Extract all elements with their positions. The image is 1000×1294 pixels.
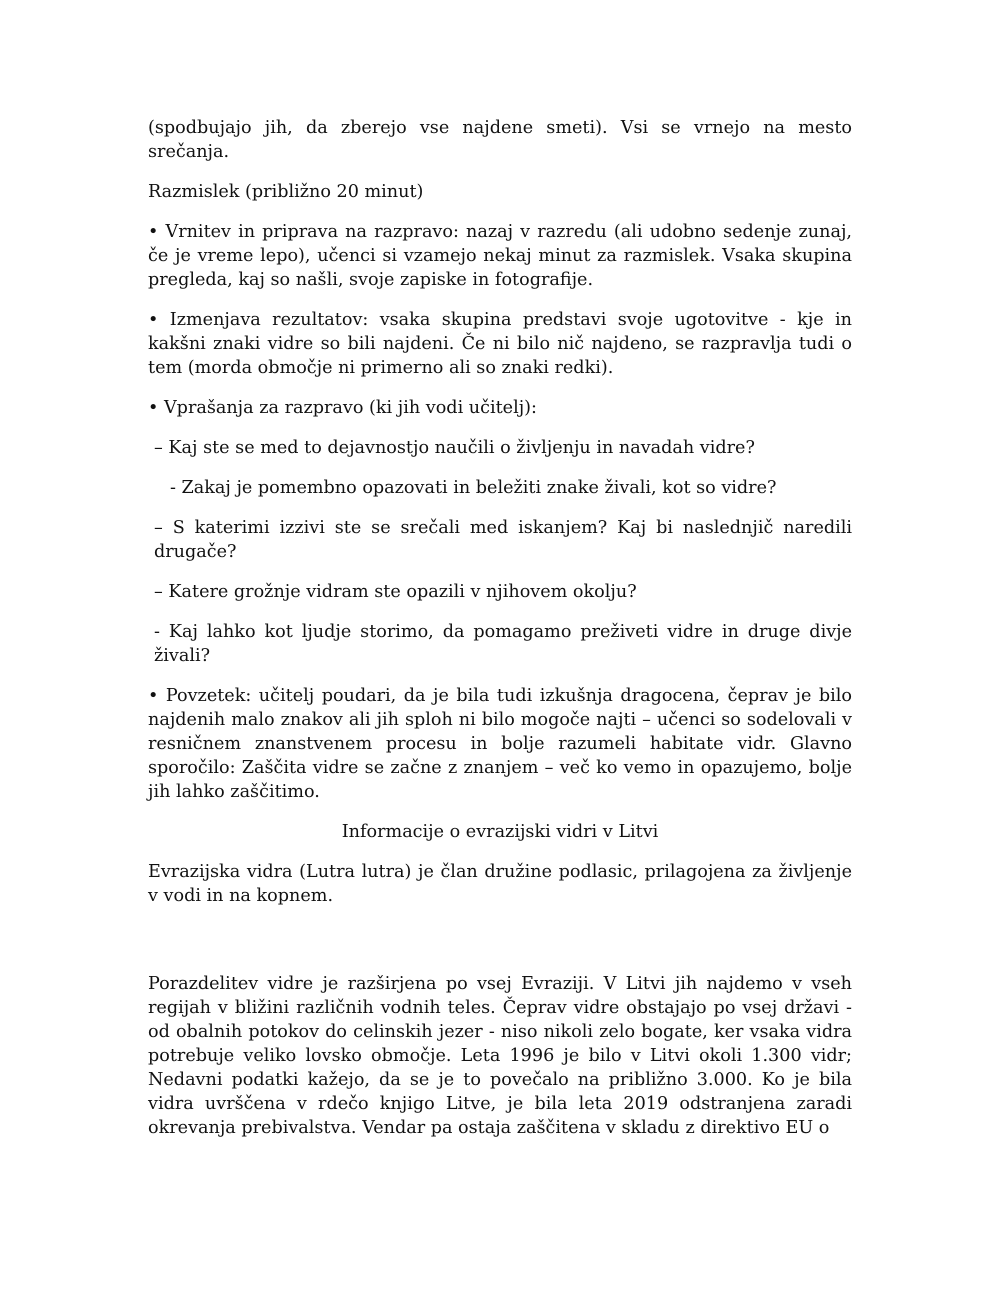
document-page <box>148 116 852 1156</box>
bullet-summary-paragraph: • Povzetek: učitelj poudari, da je bila tudi izkušnja dragocena, čeprav je bilo najdenih malo znakov ali jih sploh ni bilo mogoče najti – učenci so sodelovali v resničnem znanstvenem procesu in bolje razumeli habitate vidr. Glavno sporočilo: Zaščita vidre se začne z znanjem – več ko vemo in opazujemo, bolje jih lahko zaščitimo. <box>148 686 852 802</box>
bullet-return-paragraph: • Vrnitev in priprava na razpravo: nazaj v razredu (ali udobno sedenje zunaj, če je vreme lepo), učenci si vzamejo nekaj minut za razmislek. Vsaka skupina pregleda, kaj so našli, svoje zapiske in fotografije. <box>148 222 852 290</box>
discussion-question-3: – S katerimi izzivi ste se srečali med iskanjem? Kaj bi naslednjič naredili drugače? <box>154 518 852 562</box>
distribution-paragraph: Porazdelitev vidre je razširjena po vsej Evraziji. V Litvi jih najdemo v vseh regijah v bližini različnih vodnih teles. Čeprav vidre obstajajo po vsej državi - od obalnih potokov do celinskih jezer - niso nikoli zelo bogate, ker vsaka vidra potrebuje veliko lovsko območje. Leta 1996 je bilo v Litvi okoli 1.300 vidr; Nedavni podatki kažejo, da se je to povečalo na približno 3.000. Ko je bila vidra uvrščena v rdečo knjigo Litve, je bila leta 2019 odstranjena zaradi okrevanja prebivalstva. Vendar pa ostaja zaščitena v skladu z direktivo EU o <box>148 974 852 1138</box>
blank-space <box>148 924 852 972</box>
intro-paragraph: (spodbujajo jih, da zberejo vse najdene smeti). Vsi se vrnejo na mesto srečanja. <box>148 118 852 162</box>
discussion-question-5: - Kaj lahko kot ljudje storimo, da pomagamo preživeti vidre in druge divje živali? <box>154 622 852 666</box>
discussion-question-2: - Zakaj je pomembno opazovati in beležiti znake živali, kot so vidre? <box>170 478 777 498</box>
otter-intro-paragraph: Evrazijska vidra (Lutra lutra) je član družine podlasic, prilagojena za življenje v vodi in na kopnem. <box>148 862 852 906</box>
bullet-questions-paragraph: • Vprašanja za razpravo (ki jih vodi učitelj): <box>148 398 537 418</box>
bullet-exchange-paragraph: • Izmenjava rezultatov: vsaka skupina predstavi svoje ugotovitve - kje in kakšni znaki vidre so bili najdeni. Če ni bilo nič najdeno, se razpravlja tudi o tem (morda območje ni primerno ali so znaki redki). <box>148 310 852 378</box>
discussion-question-1: – Kaj ste se med to dejavnostjo naučili o življenju in navadah vidre? <box>154 438 755 458</box>
section-title: Informacije o evrazijski vidri v Litvi <box>341 822 659 842</box>
reflection-heading: Razmislek (približno 20 minut) <box>148 182 424 202</box>
discussion-question-4: – Katere grožnje vidram ste opazili v njihovem okolju? <box>154 582 637 602</box>
